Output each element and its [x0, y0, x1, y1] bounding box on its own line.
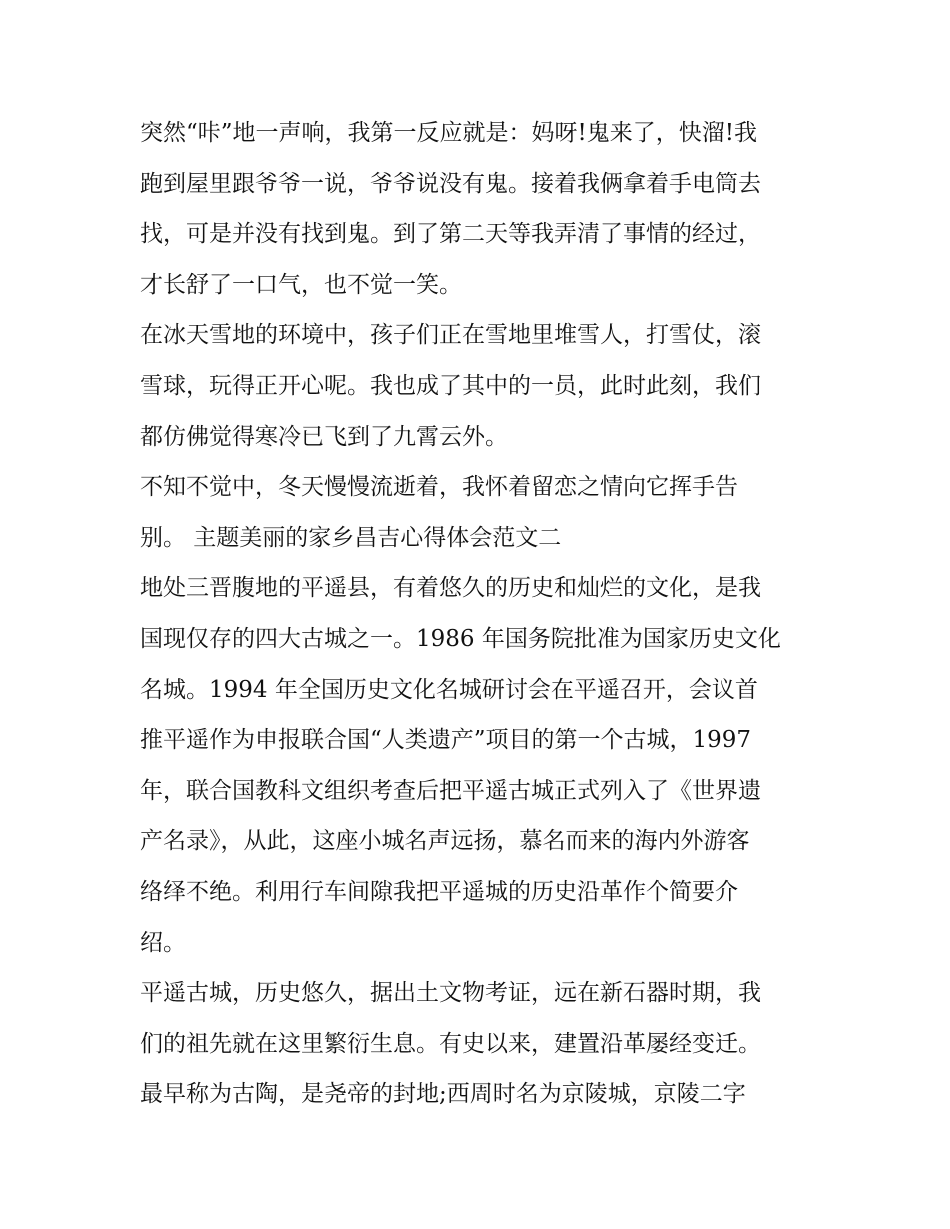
text-line: 年，联合国教科文组织考查后把平遥古城正式列入了《世界遗 — [140, 777, 761, 804]
text-line: 产名录》，从此，这座小城名声远扬，慕名而来的海内外游客 — [140, 828, 750, 855]
text-line: 不知不觉中，冬天慢慢流逝着，我怀着留恋之情向它挥手告 — [140, 474, 738, 501]
text-line: 跑到屋里跟爷爷一说，爷爷说没有鬼。接着我俩拿着手电筒去 — [140, 170, 761, 197]
text-line: 别。 主题美丽的家乡昌吉心得体会范文二 — [140, 524, 562, 551]
text-line: 平遥古城，历史悠久，据出土文物考证，远在新石器时期，我 — [140, 980, 761, 1007]
text-line: 突然“咔”地一声响，我第一反应就是：妈呀!鬼来了，快溜!我 — [140, 120, 758, 146]
document-body — [140, 108, 830, 1120]
text-line: 名城。1994 年全国历史文化名城研讨会在平遥召开，会议首 — [140, 676, 758, 703]
text-line: 才长舒了一口气，也不觉一笑。 — [140, 271, 462, 298]
text-line: 们的祖先就在这里繁衍生息。有史以来，建置沿革屡经变迁。 — [140, 1030, 761, 1057]
text-line: 都仿佛觉得寒冷已飞到了九霄云外。 — [140, 423, 508, 450]
text-line: 最早称为古陶，是尧帝的封地;西周时名为京陵城，京陵二字 — [140, 1081, 746, 1108]
text-line: 推平遥作为申报联合国“人类遗产”项目的第一个古城，1997 — [140, 727, 752, 754]
text-line: 在冰天雪地的环境中，孩子们正在雪地里堆雪人，打雪仗，滚 — [140, 322, 761, 349]
text-line: 国现仅存的四大古城之一。1986 年国务院批准为国家历史文化 — [140, 625, 781, 652]
text-line: 雪球，玩得正开心呢。我也成了其中的一员，此时此刻，我们 — [140, 372, 761, 399]
text-line: 找，可是并没有找到鬼。到了第二天等我弄清了事情的经过， — [140, 221, 761, 248]
text-line: 地处三晋腹地的平遥县，有着悠久的历史和灿烂的文化，是我 — [140, 575, 761, 602]
text-line: 绍。 — [140, 929, 186, 956]
text-line: 络绎不绝。利用行车间隙我把平遥城的历史沿革作个简要介 — [140, 878, 738, 905]
